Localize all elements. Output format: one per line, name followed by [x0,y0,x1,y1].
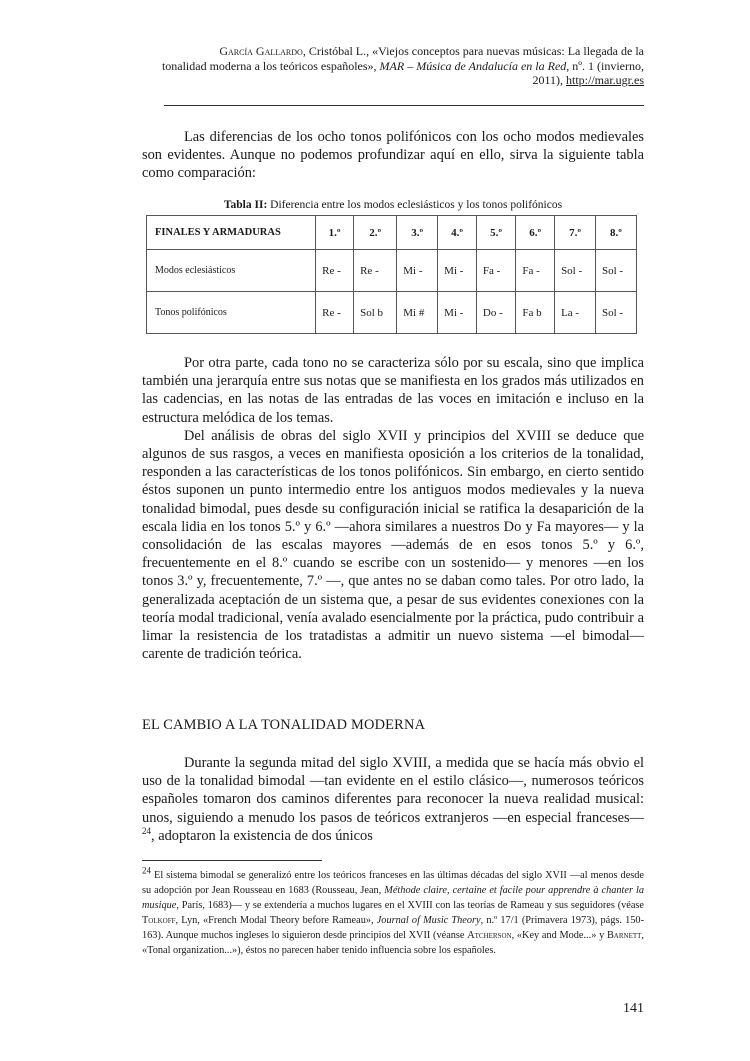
paragraph-4-pre: Durante la segunda mitad del siglo XVIII, a medida que se hacía más obvio el uso de la tonalidad bimodal —tan evidente en el estilo clásico—, numerosos teóricos españoles tomaron dos caminos diferentes para reconocer la nueva realidad musical: unos, siguiendo a menudo los pasos de teóricos extranjeros —en especial franceses— [142,755,644,826]
paragraph-1 [142,128,644,183]
table-header-col: 7.º [555,216,596,250]
header-text-4: 2011), [532,73,566,87]
paragraph-4-post: , adoptaron la existencia de dos únicos [151,827,373,844]
header-rule [164,105,644,106]
paragraph-group-2 [142,354,644,663]
table-cell: Sol - [596,292,637,334]
table-caption-text: Diferencia entre los modos eclesiásticos y los tonos polifónicos [267,199,563,211]
footnote-smallcaps: Atcherson [467,930,512,941]
table-header-col: 3.º [397,216,438,250]
table-cell: Fa b [516,292,555,334]
footnote-text: , «Tonal organization...»), éstos no parecen haber tenido influencia sobre los españoles. [142,930,644,956]
footnote-text: , Lyn, «French Modal Theory before Rameau», [175,915,377,926]
footnote-smallcaps: Barnett [606,930,642,941]
table-header-row [147,216,637,250]
table-cell: Sol - [596,250,637,292]
paragraph-3-text: Del análisis de obras del siglo XVII y principios del XVIII se deduce que algunos de sus rasgos, a veces en manifiesta oposición a los criterios de la tonalidad, responden a las características de los tonos polifónicos. Sin embargo, en cierto sentido éstos suponen un punto intermedio entre los antiguos modos medievales y la nueva tonalidad bimodal, pues desde su configuración inicial se ratifica la desaparición de la escala lidia en los tonos 5.º y 6.º —ahora similares a nuestros Do y Fa mayores— y la consolidación de las escalas mayores —además de en esos tonos 5.º y 6.º, frecuentemente en el 8.º cuando se escribe con un sostenido— y menores —en los tonos 3.º y, frecuentemente, 7.º —, que antes no se daban como tales. Por otro lado, la generalizada aceptación de un sistema que, a pesar de sus evidentes conexiones con la teoría modal tradicional, venía avalado esencialmente por la práctica, pudo contribuir a limar la resistencia de los tratadistas a admitir un nuevo sistema —el bimodal— carente de tradición teórica. [142,427,644,663]
table-row-label: Modos eclesiásticos [147,250,316,292]
header-author: García Gallardo [219,44,303,58]
table-header-col: 5.º [476,216,515,250]
table-header-col: 6.º [516,216,555,250]
table-cell: Re - [316,292,354,334]
footnote-ref[interactable]: 24 [142,826,151,837]
footnote-text: El sistema bimodal se generalizó entre los teóricos franceses en las últimas décadas del siglo XVII —al menos desde su adopción por Jean Rousseau en 1683 (Rousseau, Jean, [142,870,644,896]
table-cell: Mi # [397,292,438,334]
table-row [147,250,637,292]
table-cell: Re - [354,250,397,292]
footnote [142,865,644,958]
table-caption [142,198,644,212]
table-cell: Sol - [555,250,596,292]
table-cell: Mi - [438,292,477,334]
table-cell: Fa - [516,250,555,292]
table-cell: Mi - [397,250,438,292]
table-row-label: Tonos polifónicos [147,292,316,334]
footnote-smallcaps: Tolkoff [142,915,176,926]
section-heading: EL CAMBIO A LA TONALIDAD MODERNA [142,717,426,733]
footnote-number: 24 [142,865,151,876]
footnote-italic: Journal of Music Theory [376,915,481,926]
paragraph-4-text [142,754,644,845]
table-cell: Mi - [438,250,477,292]
table-cell: La - [555,292,596,334]
paragraph-4 [142,754,644,845]
table-cell: Fa - [476,250,515,292]
comparison-table [146,215,637,334]
footnote-text: , «Key and Mode...» y [511,930,607,941]
table-header-col: 2.º [354,216,397,250]
header-magazine: MAR – Música de Andalucía en la Red [379,58,567,73]
table-cell: Sol b [354,292,397,334]
table-cell: Re - [316,250,354,292]
paragraph-1-text: Las diferencias de los ocho tonos polifónicos con los ocho modos medievales son evidentes. Aunque no podemos profundizar aquí en ello, sirva la siguiente tabla como comparación: [142,129,644,182]
footnote-rule [142,860,322,861]
header-text-1: , Cristóbal L., «Viejos conceptos para nuevas músicas: La llegada de la [302,44,644,58]
header-link[interactable]: http://mar.ugr.es [566,73,644,87]
header-text-2: tonalidad moderna a los teóricos españoles», [161,58,380,73]
table-header-col: 4.º [438,216,477,250]
header-text-3: , nº. 1 (invierno, [566,58,644,73]
running-header [142,44,644,88]
table-cell: Do - [476,292,515,334]
paragraph-2-text: Por otra parte, cada tono no se caracteriza sólo por su escala, sino que implica también una jerarquía entre sus notas que se manifiesta en los grados más utilizados en las cadencias, en las notas de las entradas de las voces en imitación e incluso en la estructura melódica de los temas. [142,355,644,426]
table-header-col: 8.º [596,216,637,250]
table-header-first: FINALES Y ARMADURAS [147,216,316,250]
table-caption-label: Tabla II: [223,199,268,211]
page-number: 141 [623,1001,644,1016]
footnote-text: , n.º 17/1 (Primavera 1973), págs. 150-163). Aunque muchos ingleses lo siguieron desde principios del XVII (véanse [142,915,644,941]
footnote-text: , París, 1683)— y se extendería a muchos lugares en el XVIII con las teorías de Rameau y sus seguidores (véase [176,900,644,911]
footnote-italic: Méthode claire, certaine et facile pour apprendre à chanter la musique [142,885,644,911]
table-header-col: 1.º [316,216,354,250]
document-page [142,0,644,1061]
table-row [147,292,637,334]
